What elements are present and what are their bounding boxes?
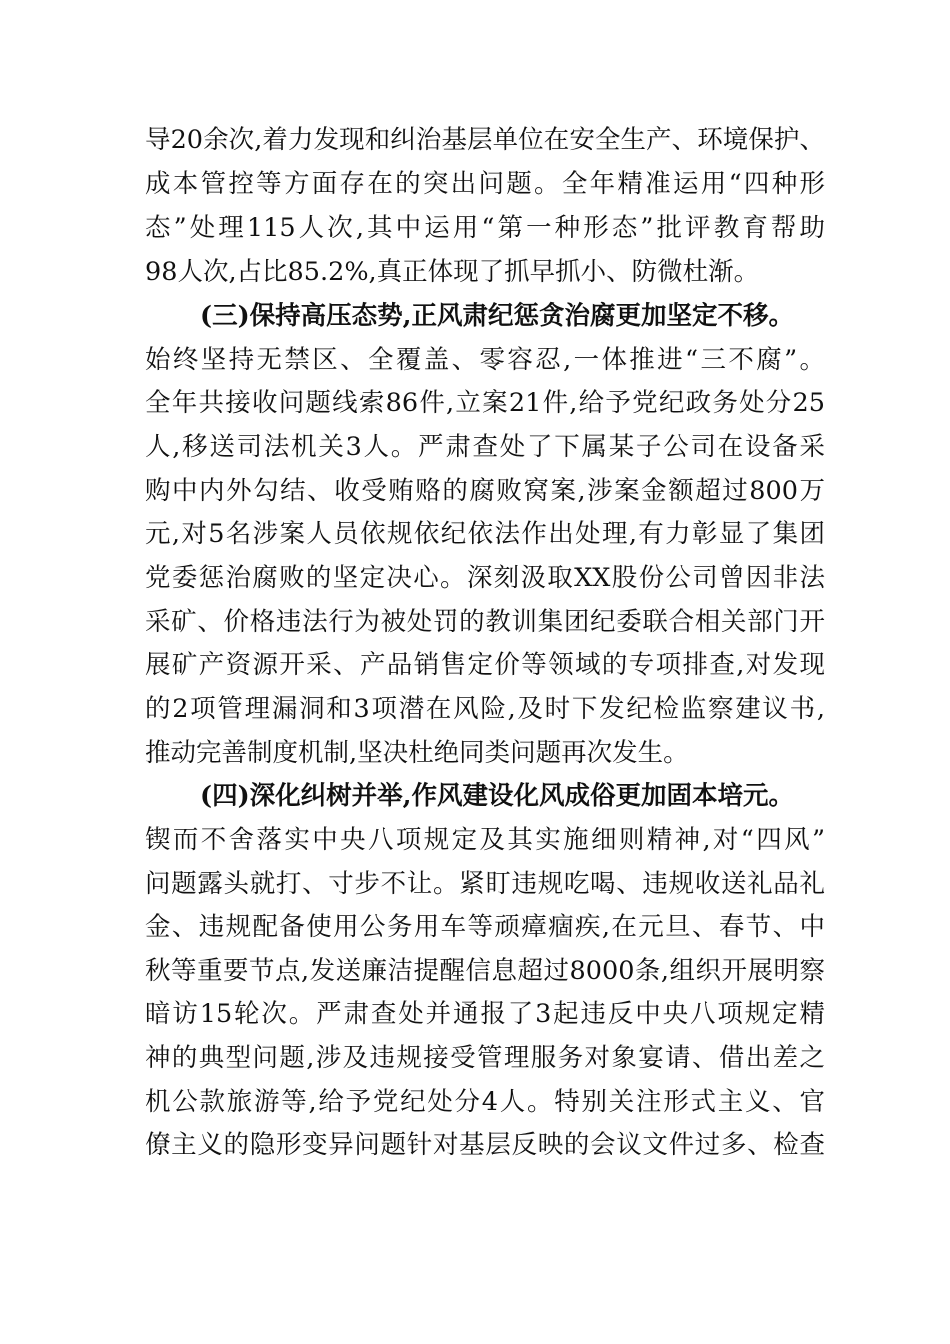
- paragraph-line: 展矿产资源开采、产品销售定价等领域的专项排查,对发现: [145, 650, 825, 680]
- paragraph-line: 僚主义的隐形变异问题针对基层反映的会议文件过多、检查: [145, 1130, 825, 1160]
- paragraph-line: 机公款旅游等,给予党纪处分4人。特别关注形式主义、官: [145, 1087, 825, 1117]
- paragraph-line: 98人次,占比85.2%,真正体现了抓早抓小、防微杜渐。: [145, 257, 760, 287]
- paragraph-line: 态”处理115人次,其中运用“第一种形态”批评教育帮助: [145, 213, 825, 243]
- paragraph-line: 人,移送司法机关3人。严肃查处了下属某子公司在设备采: [145, 432, 825, 462]
- paragraph-line: 购中内外勾结、收受贿赂的腐败窝案,涉案金额超过800万: [145, 476, 825, 506]
- paragraph-line: 秋等重要节点,发送廉洁提醒信息超过8000条,组织开展明察: [145, 956, 825, 986]
- paragraph-line: 的2项管理漏洞和3项潜在风险,及时下发纪检监察建议书,: [145, 694, 825, 724]
- paragraph-line: 金、违规配备使用公务用车等顽瘴痼疾,在元旦、春节、中: [145, 912, 825, 942]
- paragraph-line: 元,对5名涉案人员依规依纪依法作出处理,有力彰显了集团: [145, 519, 825, 549]
- paragraph-line: 问题露头就打、寸步不让。紧盯违规吃喝、违规收送礼品礼: [145, 869, 825, 899]
- paragraph-line: 采矿、价格违法行为被处罚的教训集团纪委联合相关部门开: [145, 607, 825, 637]
- paragraph-line: 推动完善制度机制,坚决杜绝同类问题再次发生。: [145, 738, 689, 768]
- paragraph-line: 成本管控等方面存在的突出问题。全年精准运用“四种形: [145, 169, 825, 199]
- section-heading: (四)深化纠树并举,作风建设化风成俗更加固本培元。: [200, 781, 795, 811]
- paragraph-line: 暗访15轮次。严肃查处并通报了3起违反中央八项规定精: [145, 999, 825, 1029]
- section-heading: (三)保持高压态势,正风肃纪惩贪治腐更加坚定不移。: [200, 301, 795, 331]
- paragraph-line: 神的典型问题,涉及违规接受管理服务对象宴请、借出差之: [145, 1043, 825, 1073]
- paragraph-line: 导20余次,着力发现和纠治基层单位在安全生产、环境保护、: [145, 125, 825, 155]
- paragraph-line: 党委惩治腐败的坚定决心。深刻汲取XX股份公司曾因非法: [145, 563, 825, 593]
- paragraph-line: 始终坚持无禁区、全覆盖、零容忍,一体推进“三不腐”。: [145, 345, 825, 375]
- paragraph-line: 全年共接收问题线索86件,立案21件,给予党纪政务处分25: [145, 388, 825, 418]
- paragraph-line: 锲而不舍落实中央八项规定及其实施细则精神,对“四风”: [145, 825, 825, 855]
